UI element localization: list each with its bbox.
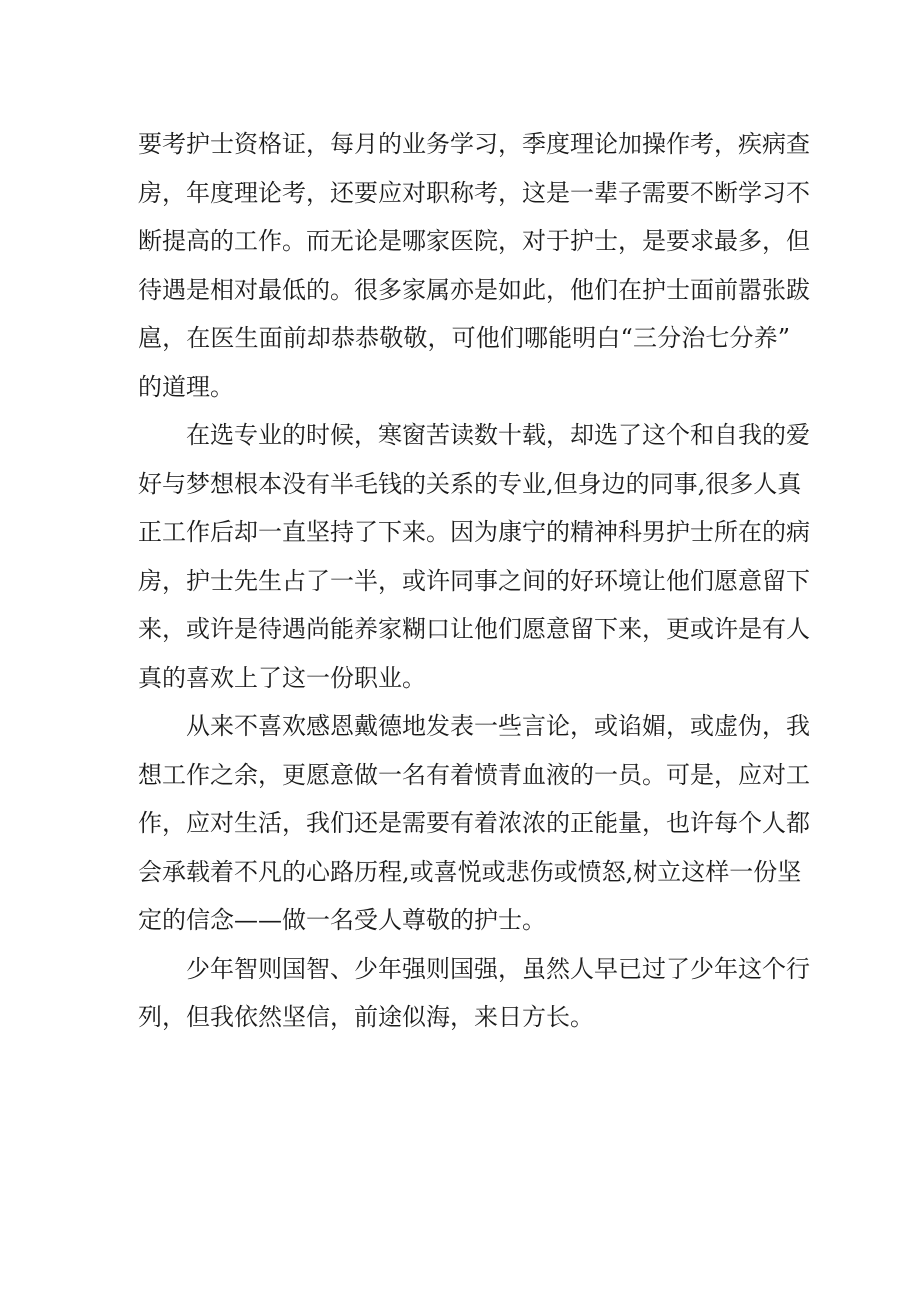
paragraph-line: 房，年度理论考，还要应对职称考，这是一辈子需要不断学习不 (138, 178, 810, 207)
paragraph-line: 断提高的工作。而无论是哪家医院，对于护士，是要求最多，但 (138, 227, 810, 255)
paragraph-line: 好与梦想根本没有半毛钱的关系的专业,但身边的同事,很多人真 (138, 469, 802, 498)
paragraph-line: 列，但我依然坚信，前途似海，来日方长。 (138, 1003, 594, 1031)
paragraph-line: 从来不喜欢感恩戴德地发表一些言论，或谄媚，或虚伪，我 (186, 712, 810, 740)
paragraph-3 (138, 702, 810, 945)
paragraph-line: 的道理。 (138, 372, 234, 401)
paragraph-line: 正工作后却一直坚持了下来。因为康宁的精神科男护士所在的病 (138, 518, 810, 546)
paragraph-line: 定的信念——做一名受人尊敬的护士。 (138, 906, 546, 934)
paragraph-line: 少年智则国智、少年强则国强，虽然人早已过了少年这个行 (186, 954, 810, 983)
paragraph-line: 扈，在医生面前却恭恭敬敬，可他们哪能明白“三分治七分养” (138, 324, 790, 352)
paragraph-line: 房，护士先生占了一半，或许同事之间的好环境让他们愿意留下 (138, 566, 810, 595)
paragraph-line: 要考护士资格证，每月的业务学习，季度理论加操作考，疾病查 (138, 130, 810, 158)
paragraph-line: 在选专业的时候，寒窗苦读数十载，却选了这个和自我的爱 (186, 421, 810, 449)
paragraph-2 (138, 411, 810, 702)
paragraph-line: 待遇是相对最低的。很多家属亦是如此，他们在护士面前嚣张跋 (138, 275, 810, 304)
paragraph-line: 来，或许是待遇尚能养家糊口让他们愿意留下来，更或许是有人 (138, 615, 810, 643)
paragraph-line: 真的喜欢上了这一份职业。 (138, 663, 426, 692)
paragraph-1 (138, 120, 810, 411)
paragraph-line: 会承载着不凡的心路历程,或喜悦或悲伤或愤怒,树立这样一份坚 (138, 857, 802, 886)
body-text (138, 120, 810, 1042)
paragraph-line: 想工作之余，更愿意做一名有着愤青血液的一员。可是，应对工 (138, 760, 810, 789)
paragraph-4 (138, 945, 810, 1042)
paragraph-line: 作，应对生活，我们还是需要有着浓浓的正能量，也许每个人都 (138, 809, 810, 837)
